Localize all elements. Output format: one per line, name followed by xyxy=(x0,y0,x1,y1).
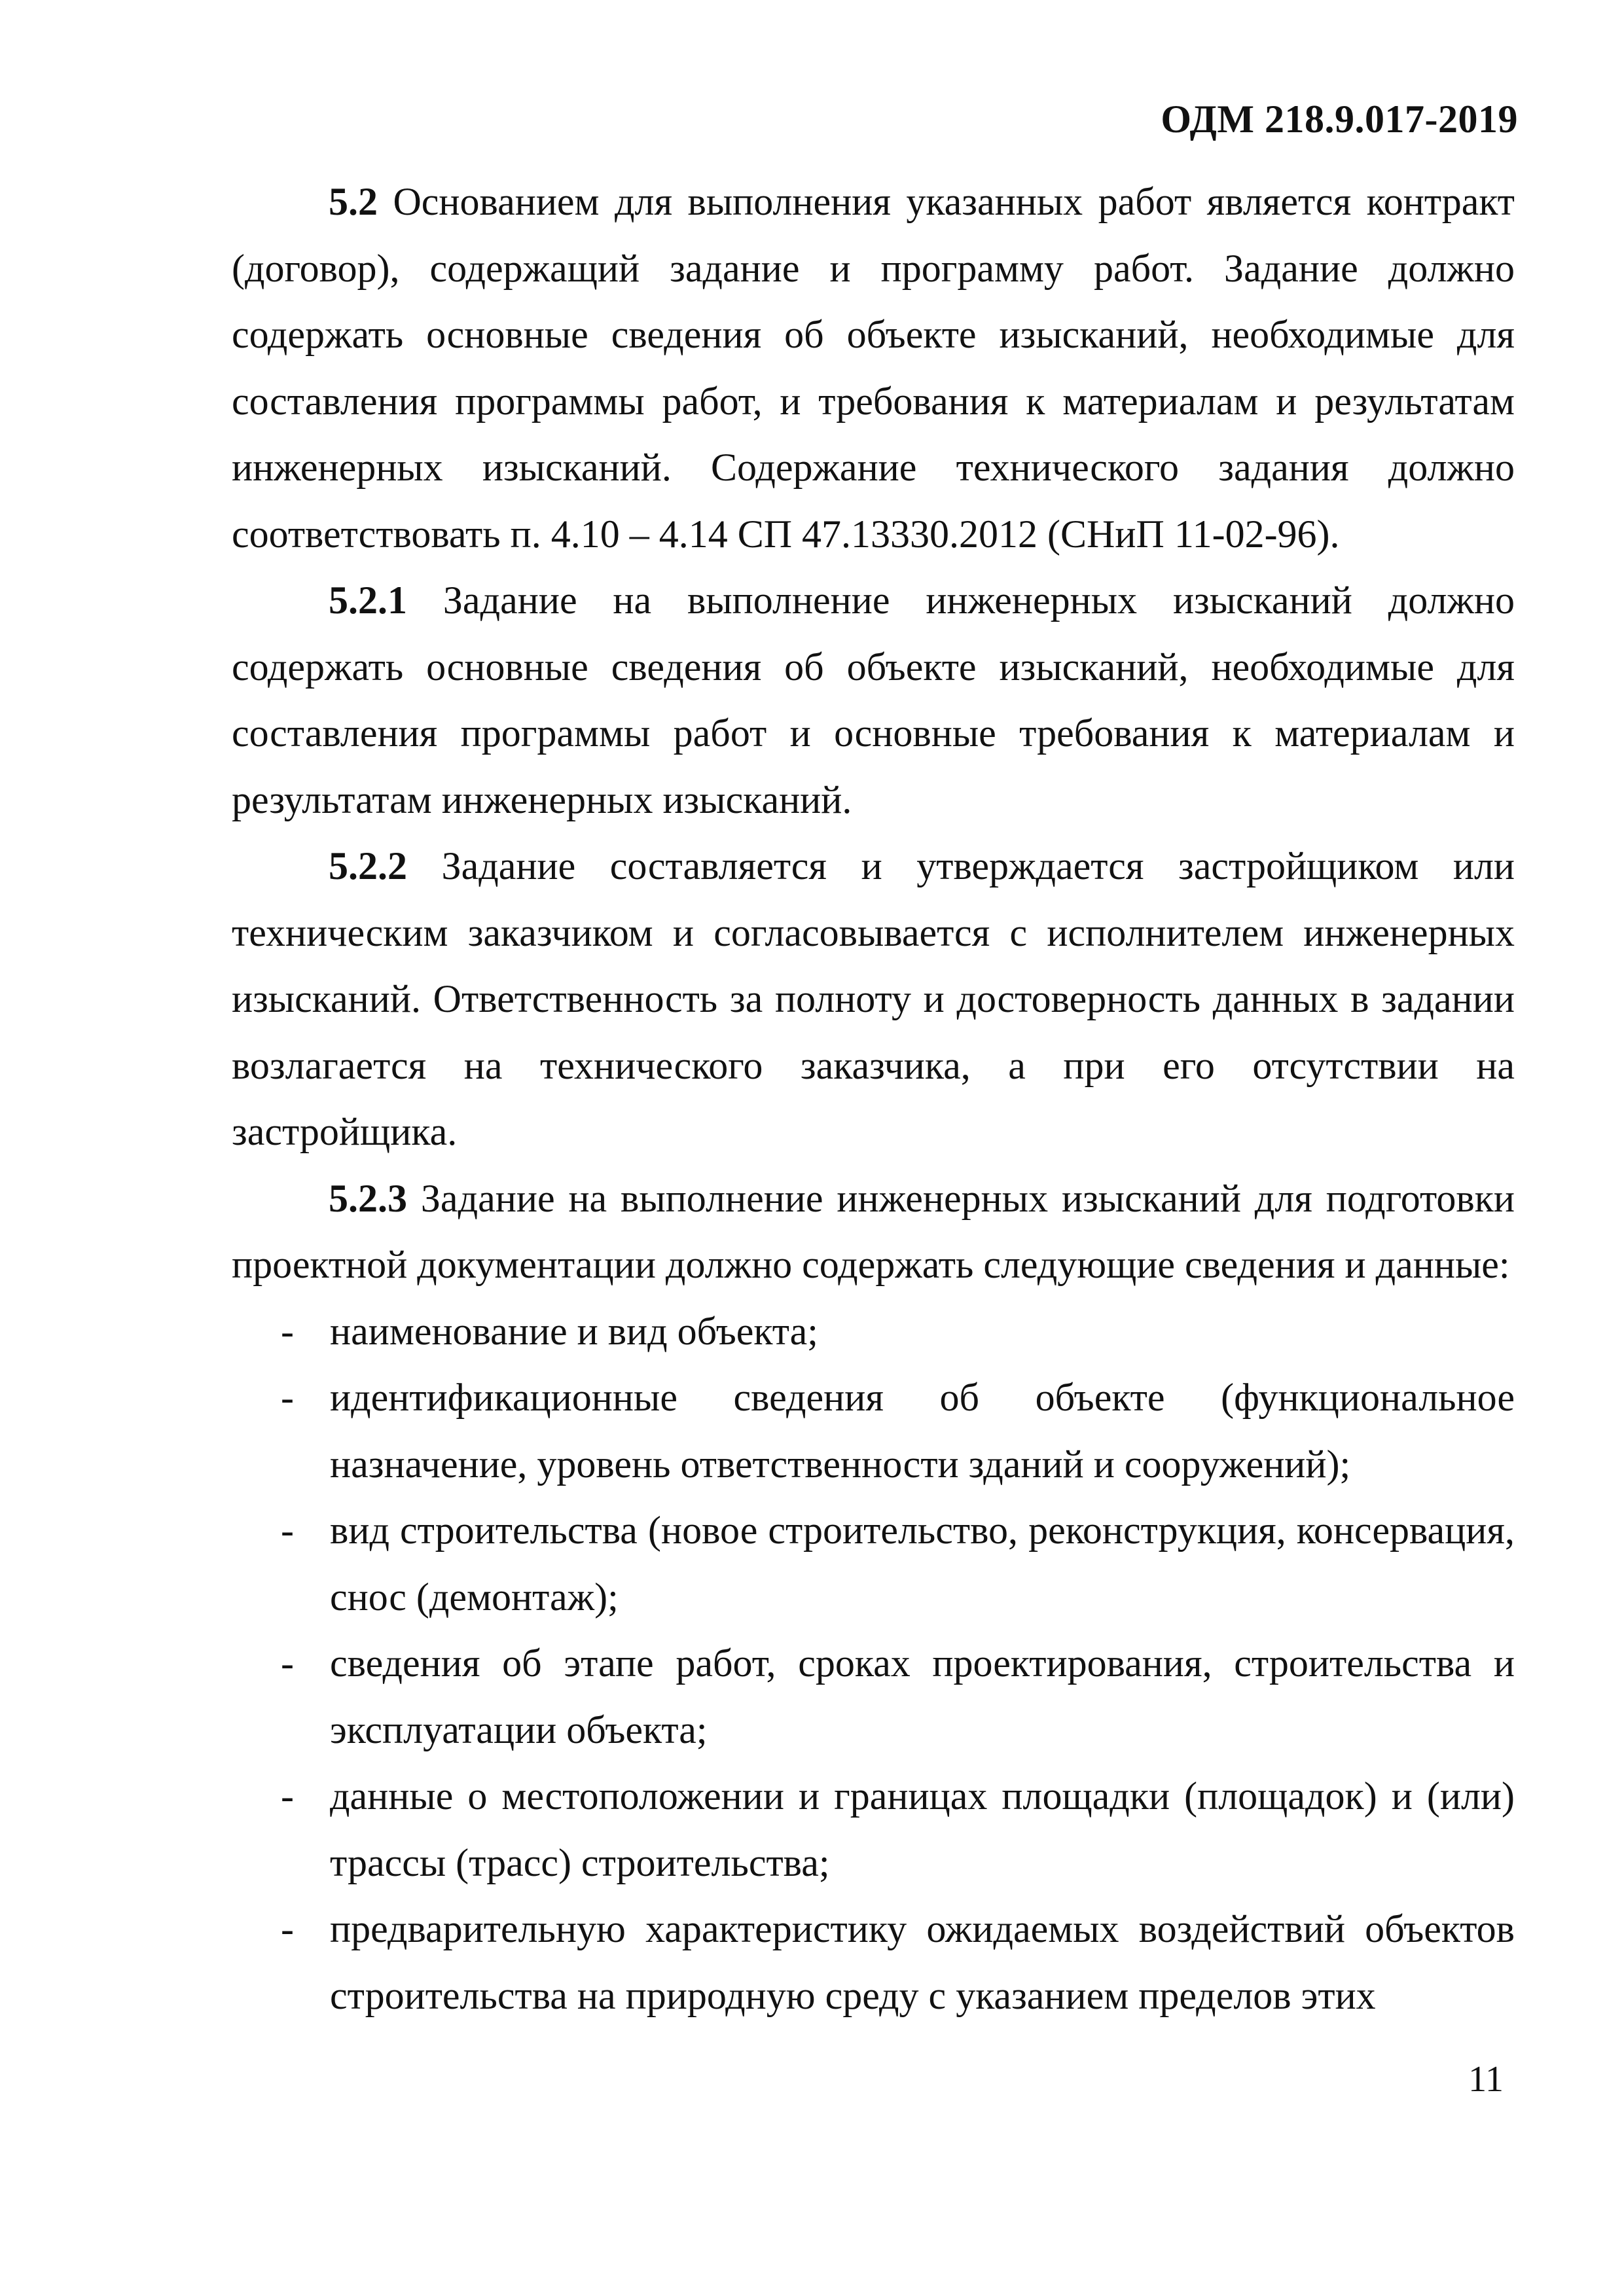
list-item-text: идентификационные сведения об объекте (функциональное назначение, уровень ответственности зданий и сооружений); xyxy=(330,1376,1515,1486)
clause-number: 5.2 xyxy=(329,180,378,223)
list-item xyxy=(232,1498,1515,1630)
paragraph-text: Задание на выполнение инженерных изысканий должно содержать основные сведения об объекте изысканий, необходимые для составления программы работ и основные требования к материалам и результатам инженерных изысканий. xyxy=(232,579,1515,821)
list-item xyxy=(232,1763,1515,1896)
page-number: 11 xyxy=(1468,2059,1504,2100)
list-item xyxy=(232,1299,1515,1365)
dash-bullet: - xyxy=(281,1376,294,1419)
list-item-text: вид строительства (новое строительство, реконструкция, консервация, снос (демонтаж); xyxy=(330,1509,1515,1619)
paragraph-5-2-2 xyxy=(232,833,1515,1166)
document-body xyxy=(232,169,1515,2029)
dash-bullet: - xyxy=(281,1309,294,1353)
dash-bullet: - xyxy=(281,1641,294,1685)
paragraph-text: Задание составляется и утверждается застройщиком или техническим заказчиком и согласовывается с исполнителем инженерных изысканий. Ответственность за полноту и достоверность данных в задании возлагается на технического заказчика, а при его отсутствии на застройщика. xyxy=(232,844,1515,1153)
document-code: ОДМ 218.9.017-2019 xyxy=(1161,98,1518,141)
paragraph-text: Задание на выполнение инженерных изысканий для подготовки проектной документации должно содержать следующие сведения и данные: xyxy=(232,1176,1515,1286)
clause-number: 5.2.1 xyxy=(329,579,407,622)
list-item xyxy=(232,1365,1515,1498)
list-item-text: сведения об этапе работ, сроках проектирования, строительства и эксплуатации объекта; xyxy=(330,1641,1515,1751)
requirements-list xyxy=(232,1299,1515,2030)
list-item-text: наименование и вид объекта; xyxy=(330,1309,818,1353)
paragraph-5-2-3 xyxy=(232,1166,1515,1299)
dash-bullet: - xyxy=(281,1774,294,1818)
clause-number: 5.2.2 xyxy=(329,844,407,888)
dash-bullet: - xyxy=(281,1509,294,1552)
list-item-text: предварительную характеристику ожидаемых воздействий объектов строительства на природную среду с указанием пределов этих xyxy=(330,1907,1515,2017)
paragraph-text: Основанием для выполнения указанных работ является контракт (договор), содержащий задание и программу работ. Задание должно содержать основные сведения об объекте изысканий, необходимые для составления программы работ, и требования к материалам и результатам инженерных изысканий. Содержание технического задания должно соответствовать п. 4.10 – 4.14 СП 47.13330.2012 (СНиП 11-02-96). xyxy=(232,180,1515,556)
paragraph-5-2-1 xyxy=(232,567,1515,833)
list-item xyxy=(232,1896,1515,2029)
list-item-text: данные о местоположении и границах площадки (площадок) и (или) трассы (трасс) строительства; xyxy=(330,1774,1515,1884)
clause-number: 5.2.3 xyxy=(329,1176,407,1220)
list-item xyxy=(232,1630,1515,1763)
dash-bullet: - xyxy=(281,1907,294,1950)
paragraph-5-2 xyxy=(232,169,1515,567)
